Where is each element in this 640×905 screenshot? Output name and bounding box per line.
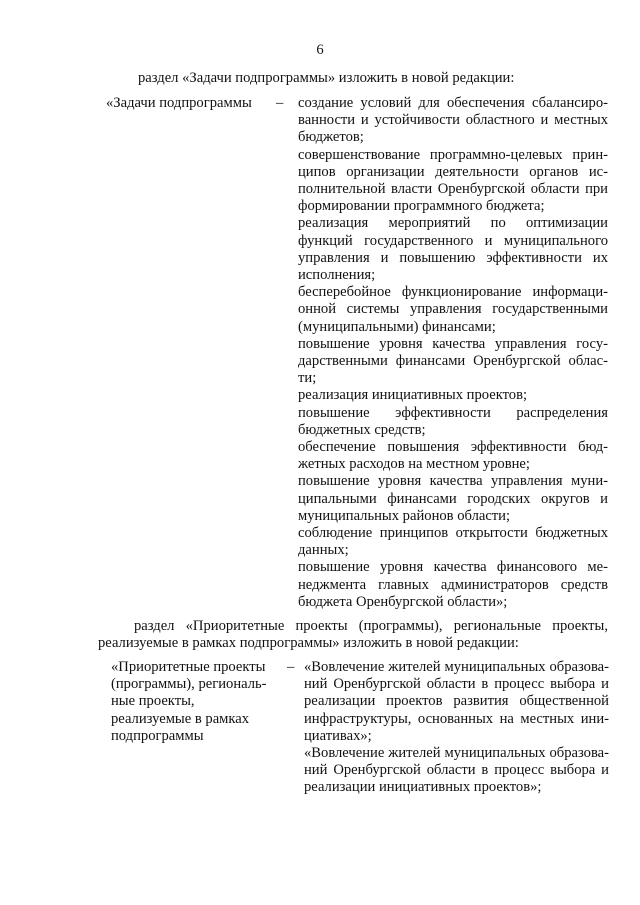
task-item: повышение эффективности распределения бюджетных средств; bbox=[298, 404, 608, 438]
task-item: повышение уровня качества управления госу-дарственными финансами Оренбургской облас-ти; bbox=[298, 335, 608, 387]
task-item: реализация мероприятий по оптимизации функций государственного и муниципального управления и повышению эффективности их исполнения; bbox=[298, 215, 608, 284]
section-2-label: «Приоритетные проекты (программы), региональ-ные проекты, реализуемые в рамках подпрограммы bbox=[111, 659, 267, 744]
section-2-items bbox=[304, 659, 609, 797]
task-item: реализация инициативных проектов; bbox=[298, 387, 528, 404]
task-item: повышение уровня качества финансового ме-неджмента главных администраторов средств бюджета Оренбургской области»; bbox=[298, 559, 608, 610]
page-number: 6 bbox=[316, 42, 324, 58]
task-item: обеспечение повышения эффективности бюд-жетных расходов на местном уровне; bbox=[298, 439, 608, 473]
section-1-dash: – bbox=[276, 95, 284, 111]
section-1-items bbox=[298, 95, 608, 611]
project-item: «Вовлечение жителей муниципальных образова-ний Оренбургской области в процесс выбора и реализации проектов развития общественной инфраструктуры, основанных на местных ини-циативах»; bbox=[304, 659, 609, 744]
task-item: бесперебойное функционирование информаци-онной системы управления государственными (муниципальными) финансами; bbox=[298, 284, 608, 335]
task-item: совершенствование программно-целевых прин-ципов организации деятельности органов ис-полнительной власти Оренбургской области при формировании программного бюджета; bbox=[298, 146, 608, 215]
section-2-intro: раздел «Приоритетные проекты (программы), региональные проекты, реализуемые в рамках подпрограммы» изложить в новой редакции: bbox=[98, 618, 608, 652]
section-1-intro: раздел «Задачи подпрограммы» изложить в новой редакции: bbox=[138, 70, 515, 86]
task-item: соблюдение принципов открытости бюджетных данных; bbox=[298, 525, 608, 559]
section-1-label: «Задачи подпрограммы bbox=[106, 95, 252, 111]
project-item: «Вовлечение жителей муниципальных образова-ний Оренбургской области в процесс выбора и реализации инициативных проектов»; bbox=[304, 745, 609, 796]
task-item: повышение уровня качества управления муни-ципальными финансами городских округов и муниципальных районов области; bbox=[298, 473, 608, 524]
task-item: создание условий для обеспечения сбалансиро-ванности и устойчивости областного и местных бюджетов; bbox=[298, 95, 608, 146]
section-2-dash: – bbox=[287, 659, 295, 675]
